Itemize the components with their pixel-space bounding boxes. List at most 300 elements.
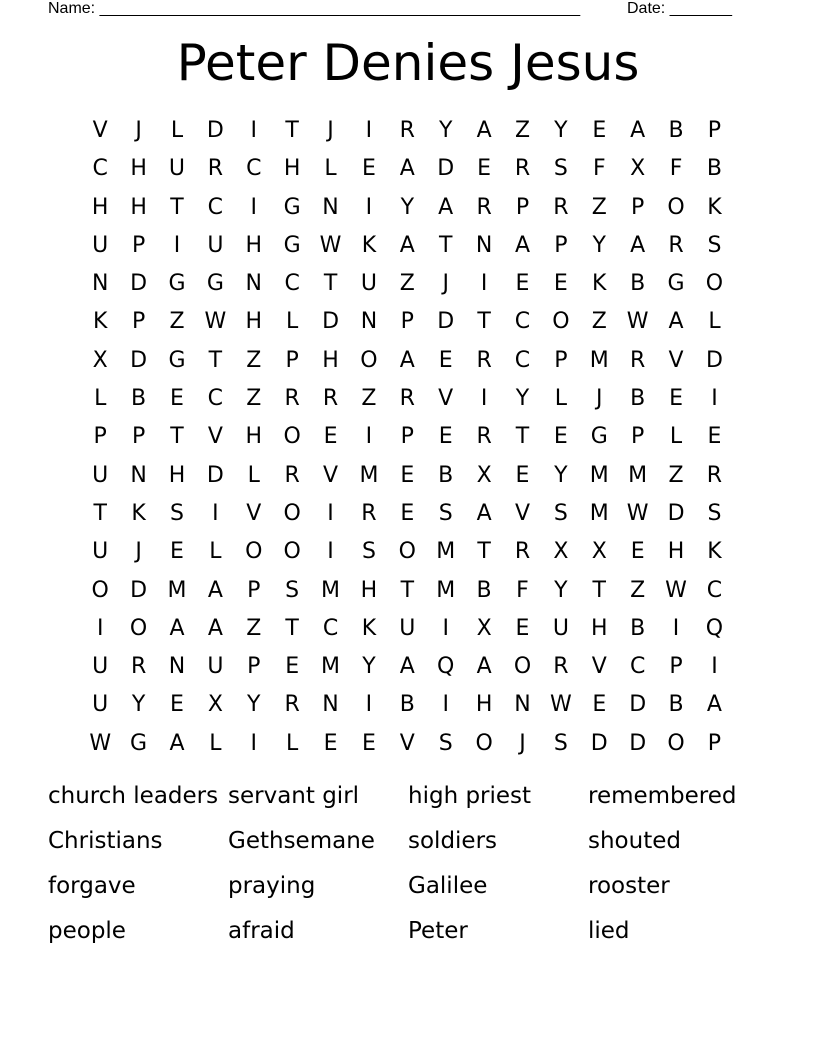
grid-row xyxy=(81,112,735,150)
grid-cell: B xyxy=(706,156,722,182)
grid-cell: R xyxy=(284,462,300,488)
grid-cell: B xyxy=(131,386,147,412)
grid-cell: V xyxy=(438,386,454,412)
grid-cell: I xyxy=(327,539,334,565)
grid-cell: K xyxy=(92,309,108,335)
grid-cell: E xyxy=(477,156,492,182)
grid-cell: R xyxy=(668,232,684,258)
grid-cell: G xyxy=(283,232,301,258)
grid-cell: M xyxy=(589,462,609,488)
grid-cell: B xyxy=(438,462,454,488)
grid-cell: O xyxy=(129,615,148,641)
grid-row xyxy=(81,342,735,380)
grid-cell: N xyxy=(514,692,531,718)
grid-cell: B xyxy=(668,692,684,718)
grid-row xyxy=(81,725,735,763)
grid-row xyxy=(81,610,735,648)
grid-cell: V xyxy=(246,500,262,526)
word-list-row xyxy=(48,911,768,956)
grid-cell: T xyxy=(400,577,415,603)
grid-cell: T xyxy=(285,118,299,143)
grid-cell: C xyxy=(706,577,723,603)
grid-cell: H xyxy=(130,156,147,182)
grid-cell: X xyxy=(591,539,607,565)
grid-cell: X xyxy=(630,156,646,182)
grid-cell: O xyxy=(360,347,378,373)
grid-cell: S xyxy=(553,730,568,756)
grid-cell: E xyxy=(361,156,376,182)
grid-cell: P xyxy=(93,424,107,450)
grid-cell: M xyxy=(359,462,379,488)
grid-cell: H xyxy=(322,347,339,373)
grid-row xyxy=(81,265,735,303)
grid-cell: P xyxy=(247,654,261,680)
grid-cell: E xyxy=(553,271,568,297)
grid-cell: D xyxy=(629,730,647,756)
grid-cell: T xyxy=(170,194,184,220)
grid-cell: S xyxy=(707,232,722,258)
grid-cell: P xyxy=(554,347,568,373)
grid-cell: L xyxy=(247,462,260,488)
grid-cell: R xyxy=(706,462,723,488)
grid-cell: B xyxy=(630,271,646,297)
grid-cell: O xyxy=(667,194,685,220)
grid-cell: O xyxy=(245,539,263,565)
grid-cell: K xyxy=(592,271,607,297)
grid-cell: W xyxy=(665,577,687,603)
grid-cell: O xyxy=(705,271,724,297)
grid-cell: B xyxy=(399,692,415,718)
page-title: Peter Denies Jesus xyxy=(176,34,640,92)
grid-cell: H xyxy=(283,156,301,182)
grid-cell: A xyxy=(706,692,722,718)
grid-cell: M xyxy=(589,347,609,373)
grid-cell: J xyxy=(135,539,142,565)
grid-cell: A xyxy=(630,232,646,258)
grid-cell: M xyxy=(436,577,456,603)
grid-cell: U xyxy=(92,462,109,488)
grid-cell: G xyxy=(283,194,301,220)
grid-cell: R xyxy=(130,654,147,680)
grid-cell: Y xyxy=(554,577,568,603)
word-list-item: Christians xyxy=(48,828,163,854)
grid-cell: V xyxy=(323,462,339,488)
grid-cell: R xyxy=(553,654,569,680)
grid-cell: D xyxy=(437,156,455,182)
grid-cell: Y xyxy=(515,386,530,412)
grid-cell: M xyxy=(167,577,187,603)
grid-cell: O xyxy=(283,539,301,565)
grid-cell: N xyxy=(360,309,378,335)
grid-cell: G xyxy=(130,730,148,756)
grid-cell: O xyxy=(398,539,416,565)
word-list-item: people xyxy=(48,918,126,944)
grid-cell: G xyxy=(667,271,685,297)
grid-cell: A xyxy=(399,156,415,182)
grid-cell: F xyxy=(516,577,529,603)
grid-cell: U xyxy=(168,156,186,182)
grid-cell: S xyxy=(361,539,376,565)
grid-cell: W xyxy=(319,232,342,258)
grid-row xyxy=(81,150,735,188)
grid-cell: I xyxy=(672,615,680,641)
grid-cell: I xyxy=(442,692,449,718)
grid-cell: O xyxy=(667,730,685,756)
grid-cell: I xyxy=(711,386,718,412)
grid-row xyxy=(81,227,735,265)
grid-cell: N xyxy=(91,271,109,297)
grid-cell: W xyxy=(626,500,649,526)
grid-cell: D xyxy=(629,692,647,718)
grid-cell: X xyxy=(207,692,223,718)
grid-cell: C xyxy=(514,347,531,373)
grid-cell: I xyxy=(711,654,718,680)
word-list xyxy=(48,776,768,956)
grid-cell: K xyxy=(707,194,722,220)
grid-cell: O xyxy=(283,500,301,526)
grid-cell: Y xyxy=(131,692,146,718)
grid-cell: C xyxy=(246,156,262,182)
grid-cell: C xyxy=(322,615,339,641)
grid-cell: H xyxy=(130,194,147,220)
grid-cell: F xyxy=(592,156,606,182)
grid-cell: L xyxy=(554,386,568,412)
grid-cell: A xyxy=(476,500,492,526)
grid-cell: H xyxy=(245,424,263,450)
grid-cell: E xyxy=(515,271,530,297)
grid-cell: Y xyxy=(247,692,261,718)
grid-cell: L xyxy=(209,730,222,756)
grid-cell: H xyxy=(360,577,378,603)
grid-cell: S xyxy=(553,156,568,182)
grid-cell: L xyxy=(669,424,683,450)
grid-cell: R xyxy=(514,156,531,182)
grid-cell: H xyxy=(245,232,263,258)
grid-cell: J xyxy=(519,730,526,756)
grid-cell: E xyxy=(323,730,338,756)
grid-cell: D xyxy=(590,730,608,756)
grid-cell: R xyxy=(399,386,415,412)
grid-cell: U xyxy=(92,539,109,565)
grid-cell: K xyxy=(361,232,377,258)
grid-cell: P xyxy=(631,194,645,220)
grid-cell: C xyxy=(92,156,108,182)
grid-cell: O xyxy=(283,424,301,450)
grid-cell: M xyxy=(628,462,648,488)
grid-cell: P xyxy=(131,309,146,335)
word-list-item: soldiers xyxy=(408,828,498,854)
grid-cell: S xyxy=(285,577,300,603)
grid-cell: V xyxy=(92,118,108,143)
grid-cell: A xyxy=(169,615,185,641)
grid-cell: P xyxy=(131,424,146,450)
grid-row xyxy=(81,189,735,227)
grid-cell: I xyxy=(173,232,181,258)
grid-cell: D xyxy=(206,462,224,488)
grid-cell: Q xyxy=(705,615,724,641)
grid-cell: P xyxy=(131,232,146,258)
grid-cell: O xyxy=(475,730,493,756)
grid-cell: A xyxy=(207,577,223,603)
grid-cell: N xyxy=(245,271,262,297)
grid-cell: V xyxy=(668,347,684,373)
word-list-row xyxy=(48,821,768,866)
grid-cell: N xyxy=(130,462,147,488)
grid-cell: B xyxy=(630,386,646,412)
grid-cell: E xyxy=(170,386,184,412)
grid-cell: E xyxy=(400,462,415,488)
grid-cell: X xyxy=(553,539,569,565)
grid-row xyxy=(81,533,735,571)
word-list-item: forgave xyxy=(48,873,136,899)
grid-cell: Z xyxy=(591,194,607,220)
grid-cell: R xyxy=(514,539,531,565)
grid-cell: D xyxy=(437,309,455,335)
grid-cell: R xyxy=(284,386,300,412)
grid-cell: E xyxy=(553,424,568,450)
grid-cell: I xyxy=(480,271,488,297)
grid-cell: W xyxy=(204,309,227,335)
grid-cell: A xyxy=(514,232,531,258)
grid-cell: A xyxy=(207,615,223,641)
grid-cell: A xyxy=(399,347,415,373)
grid-cell: E xyxy=(170,539,184,565)
grid-cell: R xyxy=(284,692,300,718)
grid-cell: E xyxy=(323,424,338,450)
grid-cell: H xyxy=(245,309,263,335)
grid-cell: N xyxy=(475,232,493,258)
grid-cell: R xyxy=(361,500,377,526)
grid-cell: D xyxy=(667,500,685,526)
grid-cell: R xyxy=(322,386,339,412)
grid-cell: A xyxy=(399,654,415,680)
grid-cell: U xyxy=(92,232,109,258)
word-list-item: rooster xyxy=(588,873,670,899)
grid-cell: Z xyxy=(246,386,262,412)
grid-cell: A xyxy=(476,118,492,143)
grid-cell: P xyxy=(247,577,261,603)
grid-cell: I xyxy=(365,692,373,718)
grid-cell: C xyxy=(207,194,224,220)
grid-cell: Z xyxy=(399,271,415,297)
grid-row xyxy=(81,572,735,610)
grid-cell: D xyxy=(130,271,148,297)
grid-cell: I xyxy=(250,194,257,220)
grid-cell: R xyxy=(630,347,646,373)
grid-cell: C xyxy=(207,386,224,412)
grid-cell: Y xyxy=(362,654,376,680)
grid-cell: D xyxy=(130,577,148,603)
grid-cell: V xyxy=(207,424,223,450)
grid-cell: R xyxy=(476,194,492,220)
grid-cell: Y xyxy=(554,462,568,488)
grid-cell: S xyxy=(438,500,453,526)
grid-cell: I xyxy=(442,615,449,641)
grid-cell: M xyxy=(589,500,609,526)
grid-cell: T xyxy=(477,539,491,565)
grid-cell: V xyxy=(591,654,607,680)
grid-cell: W xyxy=(626,309,649,335)
grid-cell: H xyxy=(591,615,608,641)
grid-cell: U xyxy=(207,232,224,258)
grid-cell: E xyxy=(707,424,722,450)
grid-cell: U xyxy=(552,615,569,641)
grid-cell: T xyxy=(592,577,606,603)
grid-cell: E xyxy=(285,654,300,680)
grid-cell: E xyxy=(438,424,453,450)
grid-cell: Q xyxy=(437,654,455,680)
grid-cell: E xyxy=(630,539,645,565)
grid-cell: J xyxy=(596,386,603,412)
grid-cell: Z xyxy=(591,309,607,335)
grid-cell: U xyxy=(92,654,109,680)
grid-cell: T xyxy=(170,424,184,450)
word-list-item: shouted xyxy=(588,828,681,854)
grid-cell: Z xyxy=(246,615,262,641)
grid-cell: R xyxy=(207,156,224,182)
grid-cell: X xyxy=(92,347,108,373)
grid-cell: L xyxy=(286,730,299,756)
grid-cell: N xyxy=(322,194,339,220)
grid-cell: P xyxy=(400,424,414,450)
word-list-row xyxy=(48,866,768,911)
grid-cell: J xyxy=(327,118,334,143)
grid-cell: A xyxy=(630,118,646,143)
grid-cell: U xyxy=(360,271,377,297)
grid-cell: K xyxy=(131,500,146,526)
grid-cell: Z xyxy=(514,118,531,143)
grid-cell: E xyxy=(669,386,683,412)
grid-cell: U xyxy=(92,692,109,718)
grid-cell: H xyxy=(91,194,109,220)
grid-cell: L xyxy=(324,156,337,182)
grid-row xyxy=(81,418,735,456)
grid-cell: O xyxy=(552,309,570,335)
grid-cell: M xyxy=(436,539,456,565)
grid-cell: Z xyxy=(668,462,684,488)
grid-cell: G xyxy=(590,424,608,450)
grid-cell: Y xyxy=(554,118,568,143)
grid-cell: G xyxy=(168,347,186,373)
grid-cell: S xyxy=(553,500,568,526)
grid-cell: I xyxy=(365,424,373,450)
grid-cell: T xyxy=(477,309,491,335)
grid-cell: A xyxy=(399,232,415,258)
grid-cell: B xyxy=(476,577,492,603)
grid-cell: D xyxy=(130,347,148,373)
word-list-item: high priest xyxy=(408,783,532,809)
grid-cell: T xyxy=(438,232,453,258)
grid-cell: U xyxy=(399,615,416,641)
grid-cell: G xyxy=(168,271,186,297)
grid-cell: D xyxy=(322,309,340,335)
grid-cell: R xyxy=(476,424,492,450)
grid-cell: R xyxy=(476,347,492,373)
grid-cell: Z xyxy=(246,347,262,373)
grid-cell: H xyxy=(168,462,186,488)
grid-cell: L xyxy=(94,386,107,412)
grid-cell: A xyxy=(476,654,492,680)
word-list-row xyxy=(48,776,768,821)
grid-cell: Y xyxy=(400,194,415,220)
grid-cell: J xyxy=(135,118,142,143)
grid-cell: N xyxy=(322,692,339,718)
grid-row xyxy=(81,648,735,686)
grid-cell: E xyxy=(400,500,415,526)
grid-cell: Y xyxy=(438,118,453,143)
grid-cell: V xyxy=(399,730,415,756)
grid-cell: T xyxy=(515,424,530,450)
grid-cell: E xyxy=(170,692,184,718)
grid-cell: V xyxy=(514,500,531,526)
grid-cell: T xyxy=(323,271,338,297)
grid-cell: I xyxy=(250,730,257,756)
grid-cell: P xyxy=(669,654,683,680)
grid-row xyxy=(81,457,735,495)
word-list-item: lied xyxy=(588,918,630,944)
grid-cell: Z xyxy=(630,577,646,603)
word-list-item: servant girl xyxy=(228,783,360,809)
grid-cell: D xyxy=(705,347,723,373)
grid-cell: Y xyxy=(592,232,606,258)
grid-cell: A xyxy=(169,730,185,756)
grid-cell: G xyxy=(206,271,224,297)
grid-row xyxy=(81,495,735,533)
grid-cell: K xyxy=(361,615,377,641)
grid-cell: E xyxy=(592,118,607,143)
name-field-label: Name: ______________________________________________________ xyxy=(48,0,581,17)
grid-cell: E xyxy=(361,730,376,756)
grid-cell: F xyxy=(669,156,683,182)
grid-cell: C xyxy=(629,654,646,680)
grid-cell: W xyxy=(550,692,572,718)
letter-grid xyxy=(81,112,735,763)
grid-cell: P xyxy=(707,730,722,756)
grid-cell: C xyxy=(284,271,300,297)
word-list-item: Gethsemane xyxy=(228,828,375,854)
grid-cell: U xyxy=(207,654,224,680)
grid-cell: K xyxy=(707,539,722,565)
grid-cell: I xyxy=(365,118,373,143)
word-list-item: afraid xyxy=(228,918,295,944)
grid-cell: L xyxy=(286,309,299,335)
word-list-item: remembered xyxy=(588,783,737,809)
grid-cell: L xyxy=(708,309,721,335)
grid-cell: S xyxy=(707,500,722,526)
grid-cell: T xyxy=(93,500,107,526)
grid-cell: J xyxy=(442,271,449,297)
grid-cell: E xyxy=(438,347,453,373)
grid-cell: H xyxy=(667,539,685,565)
date-field-label: Date: _______ xyxy=(627,0,732,17)
grid-cell: R xyxy=(399,118,415,143)
grid-cell: E xyxy=(592,692,607,718)
grid-cell: I xyxy=(250,118,257,143)
grid-cell: I xyxy=(480,386,488,412)
grid-cell: P xyxy=(400,309,414,335)
grid-cell: I xyxy=(327,500,334,526)
grid-cell: T xyxy=(285,615,299,641)
grid-cell: C xyxy=(514,309,531,335)
grid-cell: Z xyxy=(169,309,185,335)
grid-cell: D xyxy=(206,118,224,143)
grid-cell: L xyxy=(209,539,222,565)
grid-row xyxy=(81,686,735,724)
grid-cell: O xyxy=(91,577,109,603)
grid-cell: W xyxy=(89,730,112,756)
grid-cell: S xyxy=(438,730,453,756)
grid-cell: S xyxy=(169,500,184,526)
